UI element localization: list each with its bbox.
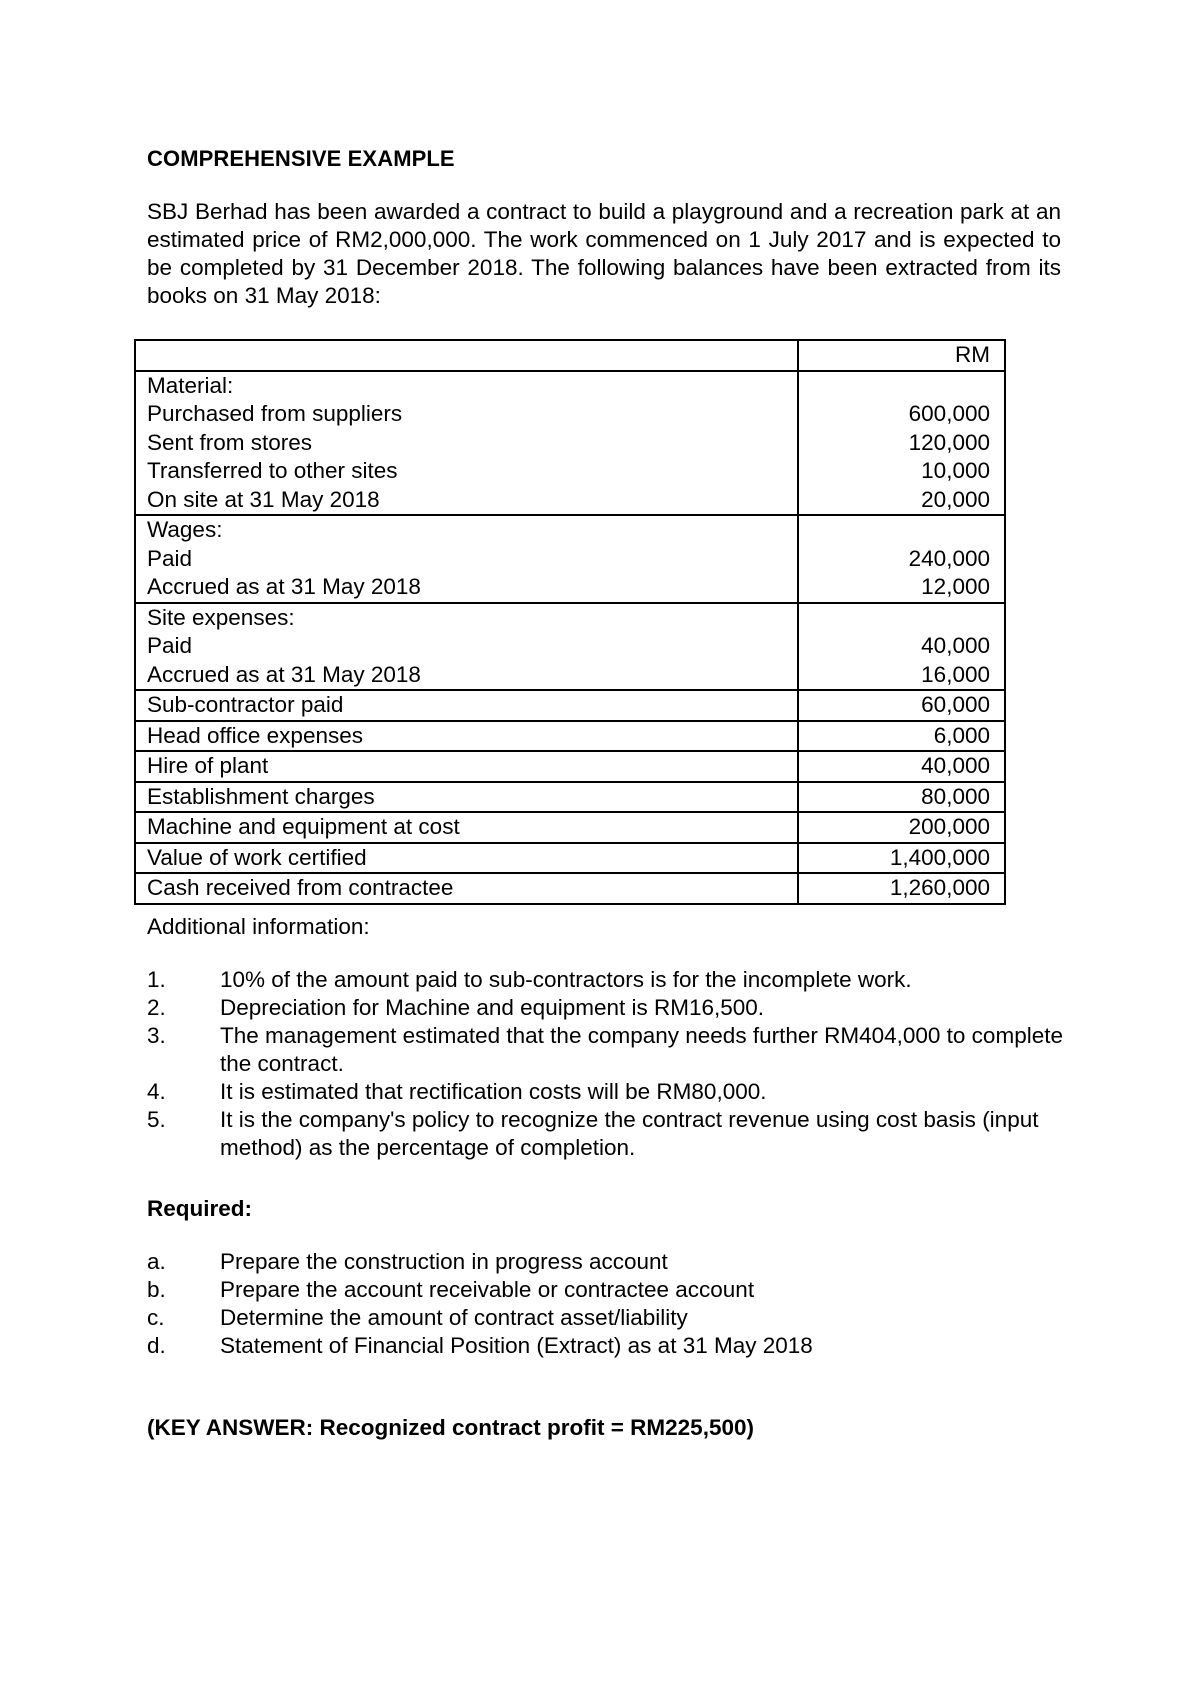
- list-item-text: Statement of Financial Position (Extract) as at 31 May 2018: [220, 1333, 813, 1358]
- item-label-cell: [135, 721, 798, 752]
- item-amount: [810, 372, 990, 401]
- item-label-cell: [135, 515, 798, 603]
- table-row: [135, 371, 1005, 516]
- item-label-cell: [135, 873, 798, 904]
- list-item-text: Depreciation for Machine and equipment is RM16,500.: [220, 995, 765, 1020]
- item-label: Purchased from suppliers: [147, 401, 403, 426]
- item-label: Establishment charges: [147, 783, 375, 809]
- item-amount: 40,000: [921, 633, 990, 658]
- list-item: [147, 1248, 1067, 1276]
- item-amount: 40,000: [921, 753, 990, 778]
- list-item: [147, 1332, 1067, 1360]
- item-amount-cell: [798, 873, 1005, 904]
- item-amount-cell: [798, 782, 1005, 813]
- item-amount: 1,260,000: [889, 875, 990, 900]
- list-item: [147, 966, 1067, 994]
- item-label-cell: [135, 603, 798, 691]
- item-amount: 6,000: [933, 722, 990, 748]
- item-amount: 120,000: [908, 429, 990, 455]
- item-amount-cell: [798, 371, 1005, 516]
- additional-info-heading: Additional information:: [147, 914, 370, 939]
- list-item: [147, 1078, 1067, 1106]
- item-amount: 20,000: [921, 486, 990, 512]
- item-amount-cell: [798, 690, 1005, 721]
- item-label-cell: [135, 751, 798, 782]
- item-amount-cell: [798, 515, 1005, 603]
- additional-info-list: [147, 966, 1067, 1162]
- item-amount: 60,000: [921, 692, 990, 717]
- table-row: [135, 690, 1005, 721]
- item-label-cell: [135, 843, 798, 874]
- list-item-number: 5.: [147, 1107, 166, 1132]
- list-item-text: The management estimated that the company needs further RM404,000 to complete the contract.: [220, 1023, 1063, 1076]
- table-row: [135, 603, 1005, 691]
- list-item-text: Prepare the account receivable or contractee account: [220, 1277, 755, 1302]
- item-label: Accrued as at 31 May 2018: [147, 574, 421, 599]
- item-amount: [810, 604, 990, 633]
- item-label: On site at 31 May 2018: [147, 486, 380, 512]
- list-item-number: 4.: [147, 1079, 166, 1104]
- item-amount-cell: [798, 751, 1005, 782]
- item-amount: 10,000: [921, 458, 990, 483]
- item-amount: 1,400,000: [889, 844, 990, 870]
- table-row: [135, 782, 1005, 813]
- list-item: [147, 1106, 1067, 1162]
- item-amount-cell: [798, 603, 1005, 691]
- item-label: Paid: [147, 545, 193, 571]
- balances-table: [134, 339, 1006, 905]
- table-row: [135, 873, 1005, 904]
- table-row: [135, 812, 1005, 843]
- table-header-row: [135, 340, 1005, 371]
- table-row: [135, 515, 1005, 603]
- item-label: Transferred to other sites: [147, 458, 398, 483]
- key-answer: (KEY ANSWER: Recognized contract profit = RM225,500): [147, 1415, 754, 1440]
- document-title: COMPREHENSIVE EXAMPLE: [147, 146, 455, 171]
- item-label: Cash received from contractee: [147, 875, 454, 900]
- header-blank-cell: [135, 340, 798, 371]
- list-item-number: 2.: [147, 995, 166, 1020]
- item-label-cell: [135, 782, 798, 813]
- item-label: Machine and equipment at cost: [147, 814, 460, 839]
- item-label: Head office expenses: [147, 722, 363, 748]
- list-item: [147, 1276, 1067, 1304]
- item-label-cell: [135, 690, 798, 721]
- item-amount: 80,000: [921, 783, 990, 809]
- list-item: [147, 1022, 1067, 1078]
- item-amount: 240,000: [908, 545, 990, 571]
- list-item-text: Determine the amount of contract asset/liability: [220, 1305, 688, 1330]
- item-label: Accrued as at 31 May 2018: [147, 661, 421, 687]
- item-label: Paid: [147, 633, 193, 658]
- list-item-number: 3.: [147, 1023, 166, 1048]
- table-row: [135, 751, 1005, 782]
- required-heading: Required:: [147, 1196, 253, 1221]
- item-amount: [810, 516, 990, 545]
- item-amount: 600,000: [908, 401, 990, 426]
- item-label: Sub-contractor paid: [147, 692, 344, 717]
- item-label: Wages:: [147, 517, 223, 542]
- list-item-text: It is estimated that rectification costs will be RM80,000.: [220, 1079, 767, 1104]
- list-item-text: Prepare the construction in progress account: [220, 1249, 668, 1274]
- item-amount-cell: [798, 721, 1005, 752]
- table-row: [135, 721, 1005, 752]
- item-amount: 200,000: [908, 814, 990, 839]
- list-item-text: It is the company's policy to recognize the contract revenue using cost basis (input method) as the percentage of completion.: [220, 1107, 1039, 1160]
- list-item-number: 1.: [147, 967, 166, 992]
- list-item: [147, 1304, 1067, 1332]
- item-amount-cell: [798, 843, 1005, 874]
- currency-header: RM: [798, 340, 1005, 371]
- item-label: Value of work certified: [147, 844, 367, 870]
- list-item-number: d.: [147, 1333, 166, 1358]
- intro-paragraph: SBJ Berhad has been awarded a contract to build a playground and a recreation park at an estimated price of RM2,000,000. The work commenced on 1 July 2017 and is expected to be completed by 31 December 2018. The following balances have been extracted from its books on 31 May 2018:: [147, 199, 1061, 308]
- item-label-cell: [135, 812, 798, 843]
- item-amount: 16,000: [921, 661, 990, 687]
- required-list: [147, 1248, 1067, 1360]
- item-amount-cell: [798, 812, 1005, 843]
- list-item-text: 10% of the amount paid to sub-contractors is for the incomplete work.: [220, 967, 912, 992]
- item-label-cell: [135, 371, 798, 516]
- item-amount: 12,000: [921, 574, 990, 599]
- item-label: Hire of plant: [147, 753, 269, 778]
- list-item-number: a.: [147, 1249, 166, 1274]
- list-item-number: c.: [147, 1305, 165, 1330]
- item-label: Site expenses:: [147, 604, 295, 630]
- list-item: [147, 994, 1067, 1022]
- item-label: Sent from stores: [147, 429, 313, 455]
- item-label: Material:: [147, 372, 234, 398]
- list-item-number: b.: [147, 1277, 166, 1302]
- table-row: [135, 843, 1005, 874]
